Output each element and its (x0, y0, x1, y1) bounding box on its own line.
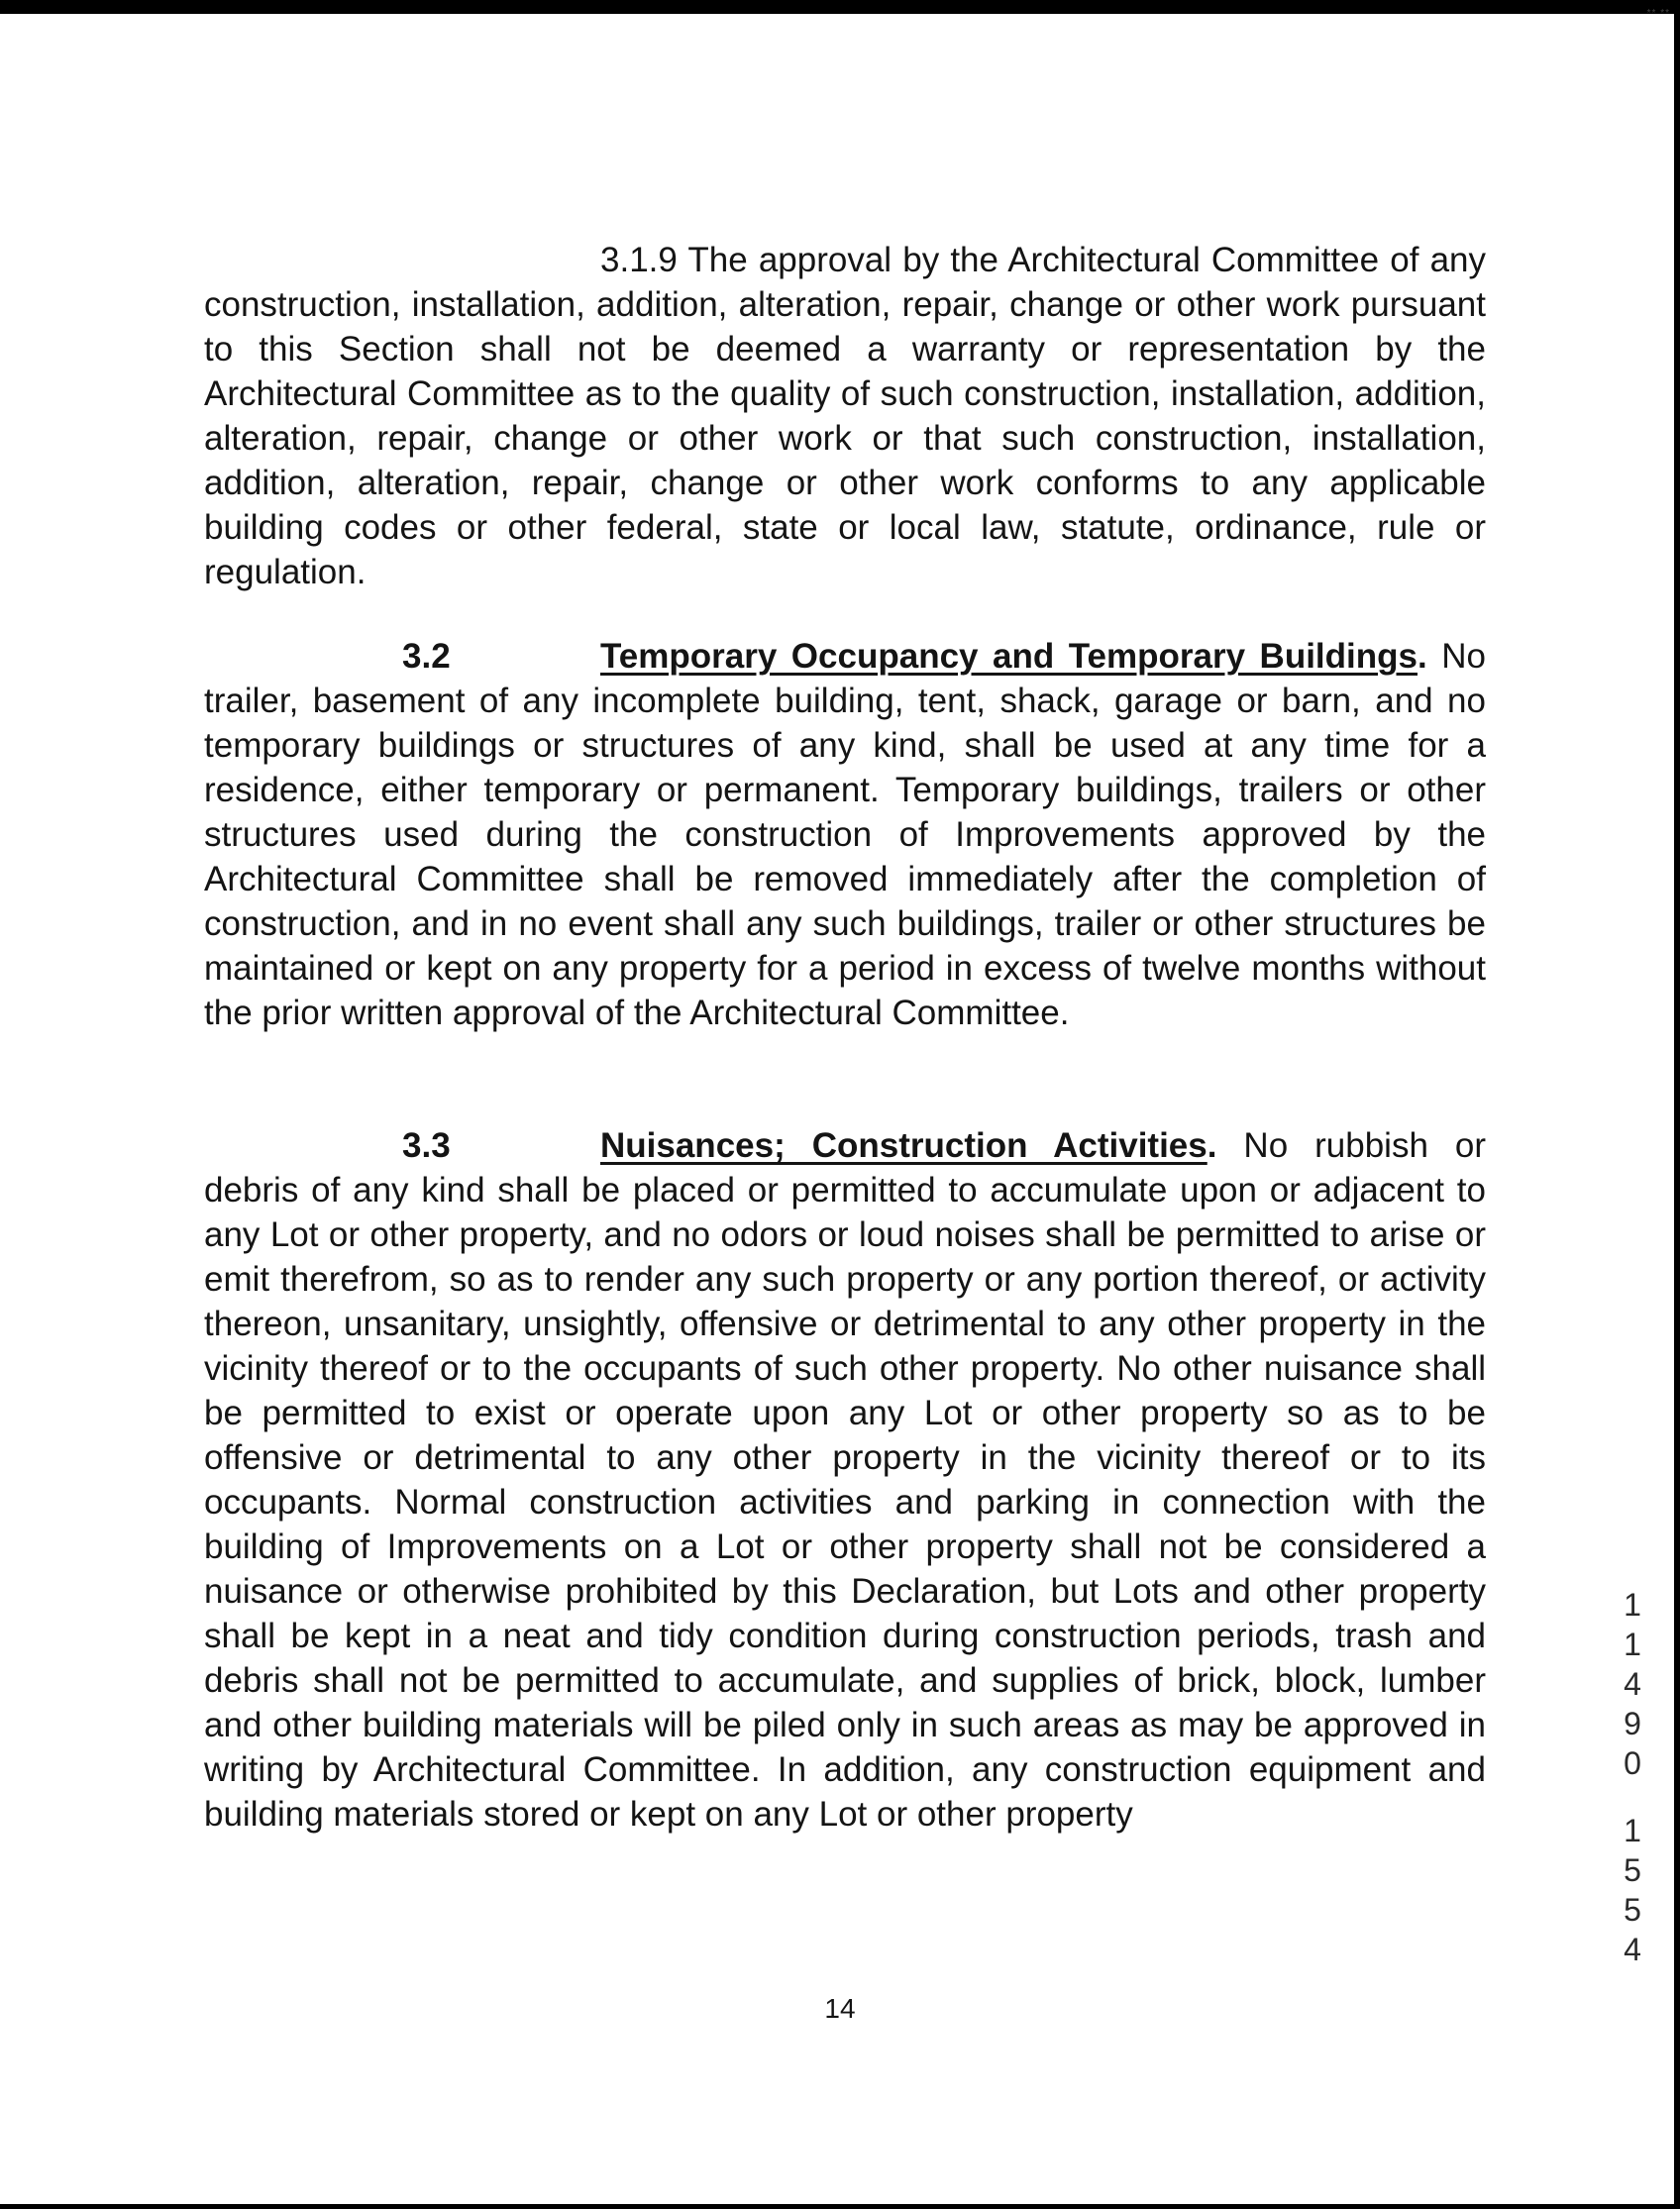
scan-corner-mark: ** ** (1646, 8, 1670, 19)
section-3-3-text: No rubbish or debris of any kind shall be placed or permitted to accumulate upon or adjacent to any Lot or other property, and no odors or loud noises shall be permitted to arise or emit therefrom, so as to render any such property or any portion thereof, or activity thereon, unsanitary, unsightly, offensive or detrimental to any other property in the vicinity thereof or to the occupants of such other property. No other nuisance shall be permitted to exist or operate upon any Lot or other property so as to be offensive or detrimental to any other property in the vicinity thereof or to its occupants. Normal construction activities and parking in connection with the building of Improvements on a Lot or other property shall not be considered a nuisance or otherwise prohibited by this Declaration, but Lots and other property shall be kept in a neat and tidy condition during construction periods, trash and debris shall not be permitted to accumulate, and supplies of brick, block, lumber and other building materials will be piled only in such areas as may be approved in writing by Architectural Committee. In addition, any construction equipment and building materials stored or kept on any Lot or other property (204, 1126, 1486, 1834)
doc-id-char: 1 (1624, 1813, 1641, 1848)
doc-id-char: 4 (1624, 1666, 1641, 1702)
section-3-2 (204, 634, 1486, 1035)
paragraph-3-1-9-text: 3.1.9 The approval by the Architectural Committee of any construction, installation, addition, alteration, repair, change or other work pursuant to this Section shall not be deemed a warranty or representation by the Architectural Committee as to the quality of such construction, installation, addition, alteration, repair, change or other work or that such construction, installation, addition, alteration, repair, change or other work conforms to any applicable building codes or other federal, state or local law, statute, ordinance, rule or regulation. (204, 241, 1486, 591)
section-3-3-number: 3.3 (402, 1126, 451, 1165)
doc-id-char: 9 (1624, 1706, 1641, 1741)
doc-id-char: 1 (1624, 1587, 1641, 1623)
scan-border-right (1674, 0, 1680, 2209)
doc-id-char: 5 (1624, 1852, 1641, 1888)
section-3-3-title: Nuisances; Construction Activities (600, 1126, 1208, 1165)
doc-id-char: 0 (1624, 1745, 1641, 1781)
section-3-2-title-period: . (1418, 637, 1427, 676)
scan-border-bottom (0, 2204, 1680, 2209)
doc-id-char: 5 (1624, 1892, 1641, 1928)
section-3-3 (204, 1123, 1486, 1837)
document-id-stamp (1613, 1585, 1652, 1969)
doc-id-char: 1 (1624, 1627, 1641, 1662)
section-3-3-title-period: . (1207, 1126, 1217, 1165)
page-number: 14 (824, 1993, 856, 2024)
scan-border-top (0, 0, 1680, 14)
doc-id-char: 4 (1624, 1932, 1641, 1967)
section-3-2-text: No trailer, basement of any incomplete building, tent, shack, garage or barn, and no temporary buildings or structures of any kind, shall be used at any time for a residence, either temporary or permanent. Temporary buildings, trailers or other structures used during the construction of Improvements approved by the Architectural Committee shall be removed immediately after the completion of construction, and in no event shall any such buildings, trailer or other structures be maintained or kept on any property for a period in excess of twelve months without the prior written approval of the Architectural Committee. (204, 637, 1486, 1032)
section-3-2-number: 3.2 (402, 637, 451, 676)
paragraph-3-1-9 (204, 238, 1486, 594)
section-3-2-title: Temporary Occupancy and Temporary Buildings (600, 637, 1418, 676)
